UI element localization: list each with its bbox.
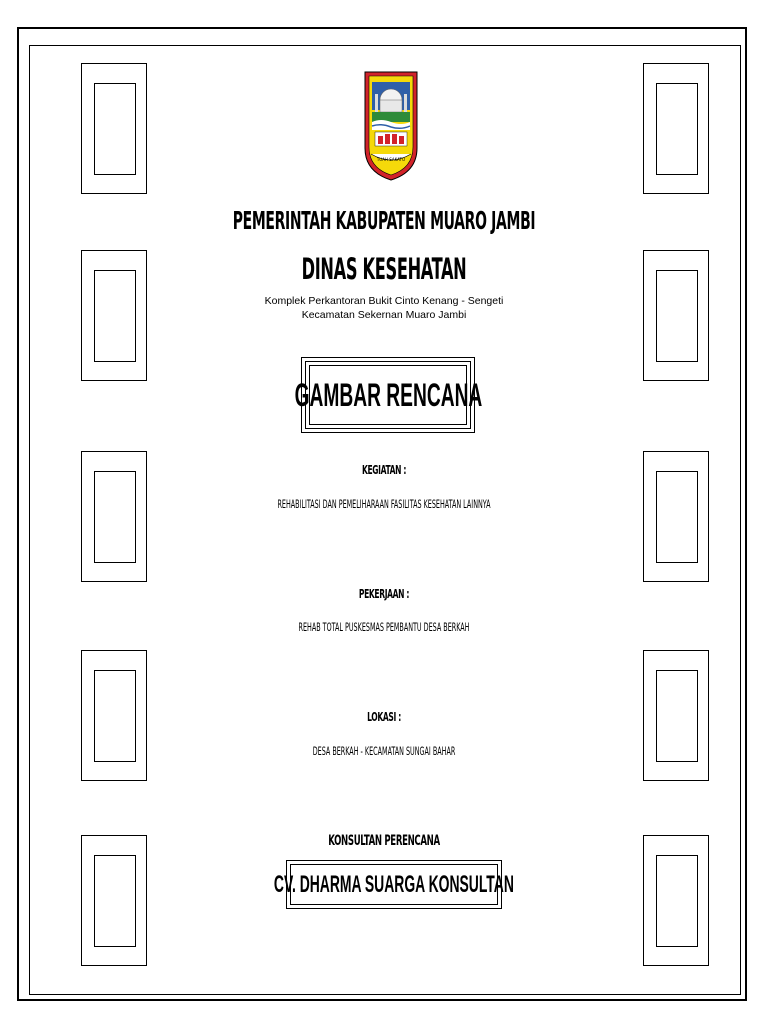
work-label: PEKERJAAN : — [358, 587, 410, 601]
work-value: REHAB TOTAL PUSKESMAS PEMBANTU DESA BERKAH — [298, 620, 470, 634]
consultant-name-box — [274, 860, 514, 909]
activity-value: REHABILITASI DAN PEMELIHARAAN FASILITAS KESEHATAN LAINNYA — [277, 497, 491, 511]
activity-label: KEGIATAN : — [361, 463, 407, 477]
decorative-box-right-4 — [643, 650, 709, 781]
decorative-box-right-3 — [643, 451, 709, 582]
main-title-box — [294, 357, 482, 433]
address-line-2: Kecamatan Sekernan Muaro Jambi — [301, 309, 467, 321]
decorative-box-left-5 — [81, 835, 147, 966]
muaro-jambi-emblem-icon — [363, 70, 419, 182]
location-label: LOKASI : — [367, 710, 401, 724]
address-line-1: Komplek Perkantoran Bukit Cinto Kenang - Sengeti — [264, 295, 504, 307]
consultant-name: CV. DHARMA SUARGA KONSULTAN — [274, 870, 514, 898]
department-name: DINAS KESEHATAN — [301, 252, 467, 286]
location-value: DESA BERKAH - KECAMATAN SUNGAI BAHAR — [312, 744, 456, 758]
decorative-box-left-1 — [81, 63, 147, 194]
main-title: GAMBAR RENCANA — [294, 376, 482, 413]
government-name: PEMERINTAH KABUPATEN MUARO JAMBI — [232, 206, 536, 235]
consultant-label: KONSULTAN PERENCANA — [328, 833, 440, 849]
svg-text:TUAH SAKATO: TUAH SAKATO — [376, 157, 406, 162]
decorative-box-right-1 — [643, 63, 709, 194]
decorative-box-right-5 — [643, 835, 709, 966]
